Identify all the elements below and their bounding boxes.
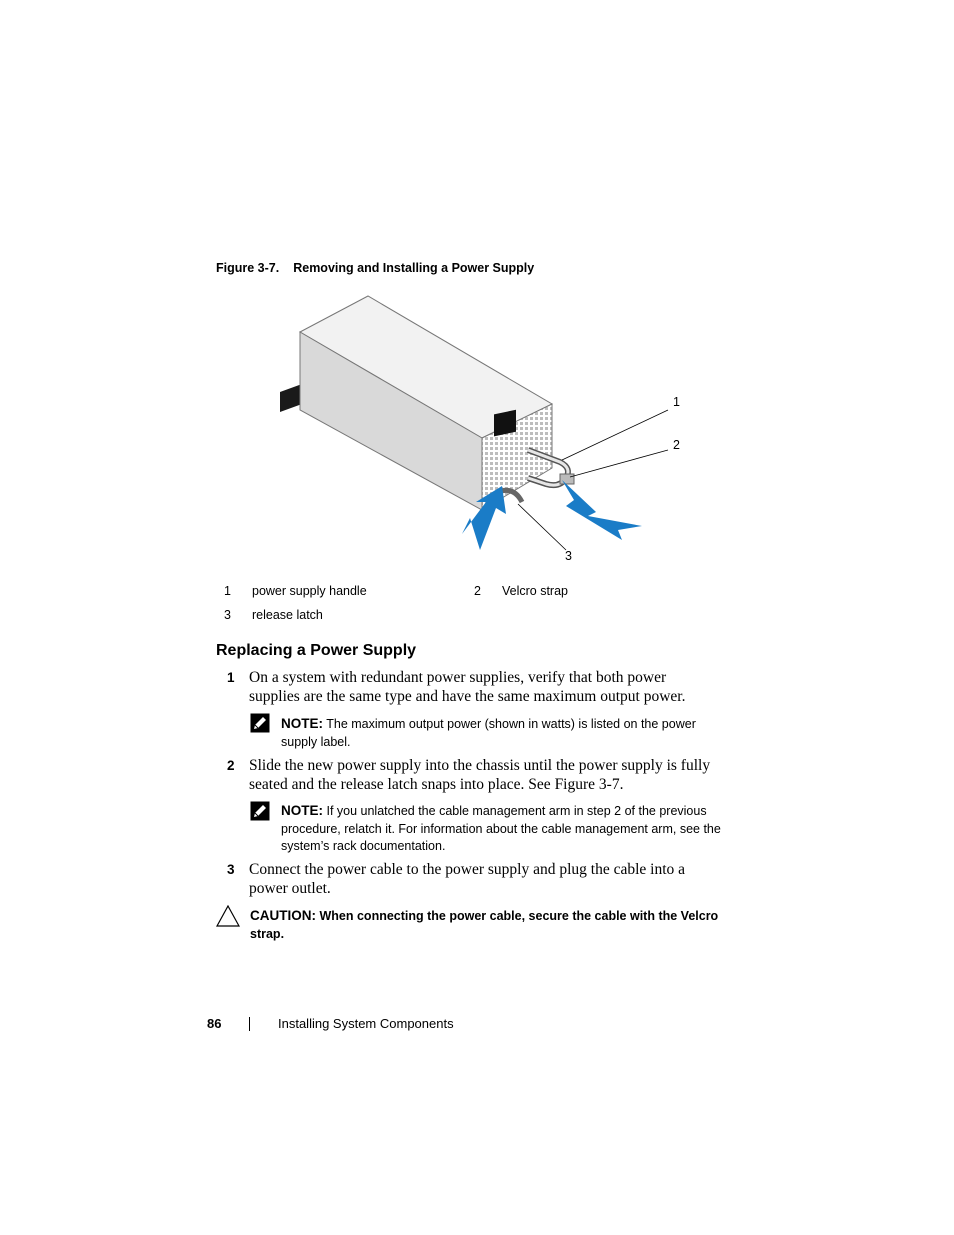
power-supply-illustration (270, 292, 690, 572)
legend-num-3: 3 (224, 608, 231, 622)
callout-line-3 (518, 504, 566, 550)
footer-divider (249, 1017, 250, 1031)
caution-block (250, 907, 720, 943)
caution-label: CAUTION: (250, 908, 316, 923)
step-text: Connect the power cable to the power supply and plug the cable into a power outlet. (249, 861, 686, 897)
velcro-strap (560, 474, 574, 484)
caution-triangle-icon (216, 905, 240, 927)
legend-label-2: Velcro strap (502, 584, 569, 598)
step-number: 2 (227, 758, 235, 773)
note-label: NOTE: (281, 716, 323, 731)
callout-3: 3 (565, 549, 572, 563)
figure-number: Figure 3-7. (216, 261, 280, 275)
legend-label-1: power supply handle (252, 584, 367, 598)
note-block (281, 715, 721, 751)
remove-arrow (562, 480, 642, 540)
callout-line-1 (562, 410, 668, 460)
step-text: Slide the new power supply into the chassis until the power supply is fully seated and the release latch snaps into place. See Figure 3-7. (249, 757, 711, 793)
note-text: The maximum output power (shown in watts) is listed on the power supply label. (281, 717, 696, 749)
step-number: 1 (227, 670, 235, 685)
note-label: NOTE: (281, 803, 323, 818)
power-socket (494, 410, 516, 437)
section-heading: Replacing a Power Supply (216, 642, 417, 659)
step-text: On a system with redundant power supplies, verify that both power supplies are the same type and have the same maximum output power. (249, 669, 686, 705)
callout-2: 2 (673, 438, 680, 452)
page-number: 86 (207, 1016, 222, 1031)
footer-section-title: Installing System Components (278, 1016, 454, 1031)
connector-tab (280, 384, 302, 412)
figure-caption (216, 261, 534, 275)
callout-line-2 (570, 450, 668, 477)
figure-title: Removing and Installing a Power Supply (293, 261, 535, 275)
caution-text: When connecting the power cable, secure the cable with the Velcro strap. (250, 909, 719, 941)
callout-1: 1 (673, 395, 680, 409)
legend-num-2: 2 (474, 584, 481, 598)
step-number: 3 (227, 862, 235, 877)
note-pencil-icon (250, 713, 270, 733)
note-block (281, 802, 721, 856)
note-text: If you unlatched the cable management arm in step 2 of the previous procedure, relatch it. For information about the cable management arm, see the system’s rack documentation. (281, 804, 721, 853)
legend-num-1: 1 (224, 584, 231, 598)
legend-label-3: release latch (252, 608, 323, 622)
note-pencil-icon (250, 801, 270, 821)
